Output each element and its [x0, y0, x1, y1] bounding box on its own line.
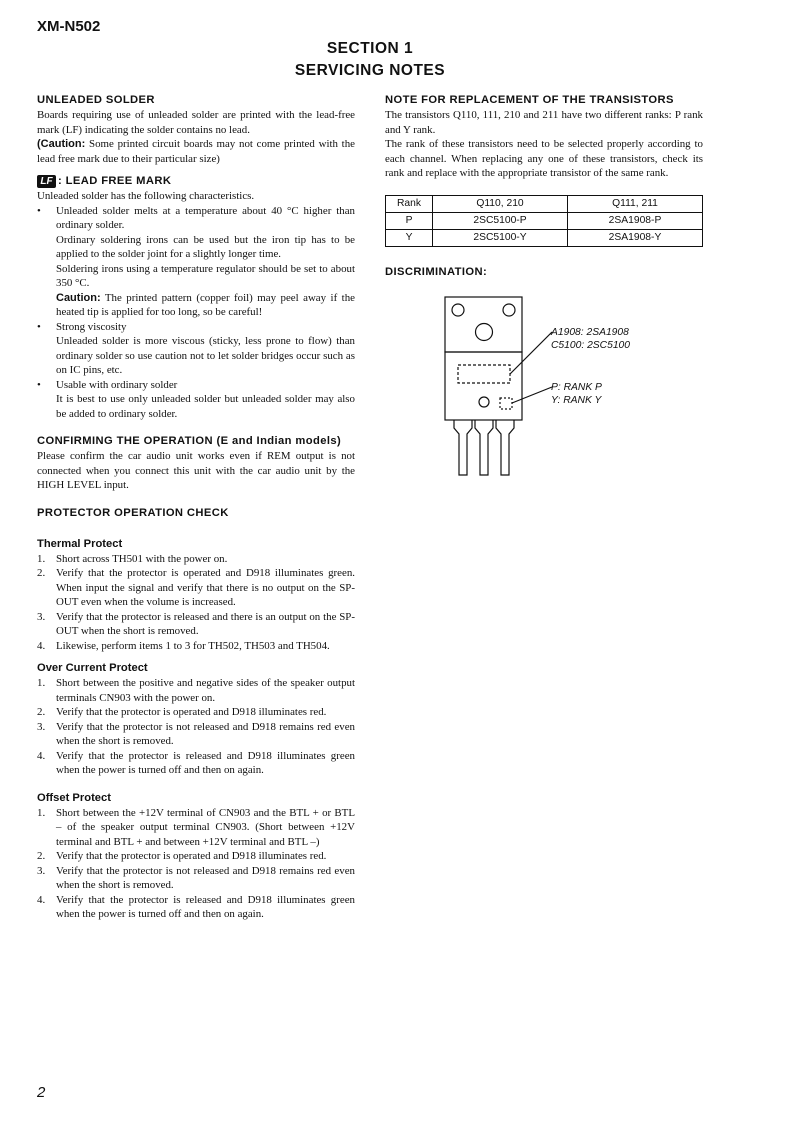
label-rank-y: Y: RANK Y — [551, 394, 602, 406]
list-item: • Unleaded solder melts at a temperature about 40 °C higher than ordinary solder. Ordinary soldering irons can be used but the iron tip has to be applied to the solder joint for a slightly longer time. Soldering irons using a temperature regulator should be set to about 350 °C. Caution: The printed pattern (copper foil) may peel away if the heated tip is applied for too long, so be careful! — [37, 204, 355, 318]
section-name: SERVICING NOTES — [294, 62, 446, 79]
transistor-outline-icon — [385, 284, 703, 484]
bullet-subtext: It is best to use only unleaded solder but unleaded solder may also be added to ordinary solder. — [56, 393, 355, 420]
list-item: 3. Verify that the protector is not released and D918 remains red even when the short is removed. — [37, 864, 355, 891]
bullet-caution — [56, 291, 355, 320]
bullet-text: Usable with ordinary solder — [56, 378, 178, 391]
unleaded-caution — [37, 137, 355, 166]
list-item: • Usable with ordinary solder It is best to use only unleaded solder but unleaded solder may also be added to ordinary solder. — [37, 378, 355, 420]
protector-heading: PROTECTOR OPERATION CHECK — [37, 506, 229, 519]
thermal-list — [37, 552, 355, 654]
bullet-subtext: Unleaded solder is more viscous (sticky, less prone to flow) than ordinary solder so use caution not to let solder bridges occur such as on IC pins, etc. — [56, 335, 355, 376]
table-row — [386, 229, 703, 246]
table-cell: 2SC5100-P — [433, 212, 568, 229]
lead-free-heading-row — [37, 174, 355, 189]
lead-free-bullets — [37, 204, 355, 422]
unleaded-para: Boards requiring use of unleaded solder are printed with the lead-free mark (LF) indicating the solder contains no lead. — [37, 109, 355, 136]
label-a1908: A1908: 2SA1908 — [551, 326, 629, 338]
label-rank-p: P: RANK P — [551, 381, 602, 393]
left-column — [37, 93, 355, 922]
table-header-cell: Q110, 210 — [433, 195, 568, 212]
page-number: 2 — [37, 1084, 46, 1101]
list-item: 3. Verify that the protector is released and there is an output on the SP-OUT when the short is removed. — [37, 610, 355, 637]
discrimination-heading: DISCRIMINATION: — [385, 265, 488, 278]
list-item: 1. Short between the positive and negative sides of the speaker output terminals CN903 with the power on. — [37, 677, 355, 704]
table-row — [386, 212, 703, 229]
lead-free-heading: : LEAD FREE MARK — [58, 175, 172, 187]
over-current-list — [37, 676, 355, 778]
confirming-para: Please confirm the car audio unit works even if REM output is not connected when you connect this unit with the car audio unit by the HIGH LEVEL input. — [37, 450, 355, 491]
thermal-heading: Thermal Protect — [37, 537, 123, 550]
table-cell: 2SA1908-P — [568, 212, 703, 229]
right-column — [385, 93, 703, 504]
unleaded-caution-text: Some printed circuit boards may not come printed with the lead free mark due to their particular size) — [37, 138, 355, 165]
list-item: 2. Verify that the protector is operated and D918 illuminates red. — [37, 706, 327, 718]
table-header-cell: Rank — [386, 195, 433, 212]
transistors-heading: NOTE FOR REPLACEMENT OF THE TRANSISTORS — [385, 94, 674, 106]
table-header-cell: Q111, 211 — [568, 195, 703, 212]
caution-label: (Caution: — [37, 138, 86, 150]
table-cell: Y — [386, 229, 433, 246]
table-header-row — [386, 195, 703, 212]
caution-text: The printed pattern (copper foil) may peel away if the heated tip is applied for too long, so be careful! — [56, 291, 355, 318]
bullet-text: Strong viscosity — [56, 320, 127, 333]
rank-table — [385, 195, 703, 247]
offset-list — [37, 806, 355, 922]
section-title — [0, 38, 740, 82]
bullet-subtext: Soldering irons using a temperature regulator should be set to about 350 °C. — [56, 262, 355, 289]
list-item: 4. Likewise, perform items 1 to 3 for TH502, TH503 and TH504. — [37, 639, 330, 652]
table-cell: P — [386, 212, 433, 229]
lead-free-intro: Unleaded solder has the following characteristics. — [37, 190, 255, 202]
table-cell: 2SA1908-Y — [568, 229, 703, 246]
list-item: 3. Verify that the protector is not released and D918 remains red even when the short is removed. — [37, 720, 355, 747]
bullet-subtext: Ordinary soldering irons can be used but the iron tip has to be applied to the solder joint for a slightly longer time. — [56, 233, 355, 260]
over-current-heading: Over Current Protect — [37, 662, 148, 674]
model-number: XM-N502 — [37, 18, 101, 35]
bullet-text: Unleaded solder melts at a temperature about 40 °C higher than ordinary solder. — [56, 204, 355, 231]
list-item: • Strong viscosity Unleaded solder is more viscous (sticky, less prone to flow) than ordinary solder so use caution not to let solder bridges occur such as on IC pins, etc. — [37, 320, 355, 376]
list-item: 4. Verify that the protector is released and D918 illuminates green when the power is turned off and then on again. — [37, 749, 355, 776]
offset-heading: Offset Protect — [37, 791, 111, 804]
list-item: 1. Short between the +12V terminal of CN903 and the BTL + or BTL – of the speaker output terminal CN903. (Short between +12V terminal and BTL + and between +12V terminal and BTL –) — [37, 806, 355, 848]
confirming-heading: CONFIRMING THE OPERATION (E and Indian models) — [37, 435, 342, 447]
lead-free-mark-icon: LF — [37, 175, 56, 188]
transistor-diagram — [385, 284, 703, 504]
caution-label: Caution: — [56, 291, 101, 304]
transistors-para2: The rank of these transistors need to be selected properly according to each channel. When replacing any one of these transistors, check its rank and replace with the appropriate transistor of the same rank. — [385, 138, 703, 179]
list-item: 1. Short across TH501 with the power on. — [37, 552, 228, 565]
unleaded-heading: UNLEADED SOLDER — [37, 94, 155, 106]
transistors-para1: The transistors Q110, 111, 210 and 211 have two different ranks: P rank and Y rank. — [385, 109, 703, 136]
list-item: 2. Verify that the protector is operated and D918 illuminates green. When input the signal and verify that there is no output on the SP-OUT even when the volume is increased. — [37, 567, 355, 608]
section-number: SECTION 1 — [326, 40, 414, 57]
list-item: 4. Verify that the protector is released and D918 illuminates green when the power is turned off and then on again. — [37, 893, 355, 920]
label-c5100: C5100: 2SC5100 — [551, 339, 631, 351]
list-item: 2. Verify that the protector is operated and D918 illuminates red. — [37, 850, 327, 862]
table-cell: 2SC5100-Y — [433, 229, 568, 246]
